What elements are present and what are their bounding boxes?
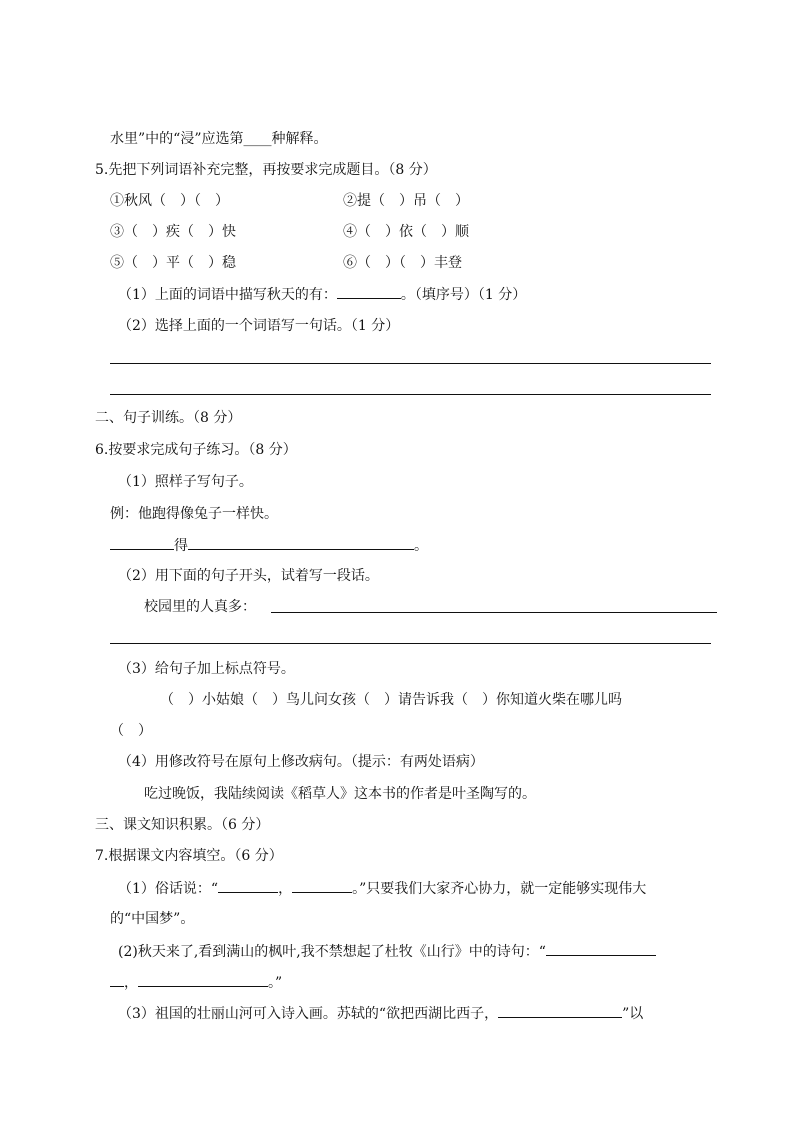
- question-6-2: （2）用下面的句子开头，试着写一段话。: [118, 568, 379, 584]
- question-7-3: [118, 1003, 643, 1024]
- answer-blank[interactable]: [138, 972, 268, 987]
- question-7-3-rest: ”以: [622, 1006, 644, 1022]
- answer-line[interactable]: [110, 394, 711, 395]
- question-6-3: （3）给句子加上标点符号。: [118, 661, 295, 677]
- question-5-1-prompt: （1）上面的词语中描写秋天的有：: [118, 287, 337, 303]
- question-7-2-prompt: (2)秋天来了,看到满山的枫叶,我不禁想起了杜牧《山行》中的诗句：“: [118, 944, 546, 960]
- question-5-2: （2）选择上面的一个词语写一句话。（1 分）: [118, 318, 400, 334]
- question-7-3-prompt: （3）祖国的壮丽山河可入诗入画。苏轼的“欲把西湖比西子，: [118, 1006, 499, 1022]
- word-item-1: ①秋风（ ）（ ）: [110, 193, 229, 209]
- question-7-1-prompt: （1）俗话说：“: [118, 881, 219, 897]
- question-6-1: （1）照样子写句子。: [118, 474, 253, 490]
- answer-blank[interactable]: [218, 878, 278, 893]
- question-7-2-line2: [110, 972, 282, 993]
- answer-line[interactable]: [271, 612, 717, 613]
- question-5-1: [118, 284, 526, 305]
- answer-blank[interactable]: [292, 878, 352, 893]
- question-7-1: [118, 878, 646, 899]
- comma-char: ，: [124, 975, 138, 991]
- answer-blank[interactable]: [337, 284, 401, 299]
- de-char: 得: [174, 538, 188, 554]
- word-item-5: ⑤（ ）平（ ）稳: [110, 255, 236, 271]
- question-6-title: 6.按要求完成句子练习。（8 分）: [95, 442, 297, 458]
- word-item-4: ④（ ）依（ ）顺: [343, 224, 469, 240]
- question-6-1-example: 例：他跑得像兔子一样快。: [110, 506, 278, 522]
- line-jin-meaning: 水里”中的“浸”应选第____种解释。: [110, 131, 328, 147]
- answer-blank[interactable]: [546, 941, 656, 956]
- quote-end: 。”: [268, 975, 283, 991]
- word-item-2: ②提（ ）吊（ ）: [343, 193, 469, 209]
- section-2-title: 二、句子训练。（8 分）: [95, 410, 242, 426]
- comma-char: ，: [278, 881, 293, 897]
- word-item-3: ③（ ）疾（ ）快: [110, 224, 236, 240]
- question-6-3-last-bracket: （ ）: [110, 723, 152, 739]
- question-7-1-rest: 。”只要我们大家齐心协力，就一定能够实现伟大: [352, 881, 647, 897]
- answer-blank[interactable]: [110, 535, 174, 550]
- answer-blank[interactable]: [498, 1003, 622, 1018]
- question-6-1-answer: [110, 535, 428, 556]
- question-7-title: 7.根据课文内容填空。（6 分）: [95, 848, 283, 864]
- question-6-2-start: 校园里的人真多：: [144, 599, 256, 615]
- question-6-4-sentence: 吃过晚饭，我陆续阅读《稻草人》这本书的作者是叶圣陶写的。: [144, 786, 536, 802]
- question-5-title: 5.先把下列词语补充完整，再按要求完成题目。（8 分）: [95, 162, 437, 178]
- period-char: 。: [414, 538, 428, 554]
- answer-blank[interactable]: [188, 535, 414, 550]
- answer-line[interactable]: [110, 643, 711, 644]
- question-6-3-sentence: （ ）小姑娘（ ）鸟儿问女孩（ ）请告诉我（ ）你知道火柴在哪儿吗: [160, 692, 622, 708]
- question-7-2: [118, 941, 656, 962]
- section-3-title: 三、课文知识积累。（6 分）: [95, 817, 270, 833]
- answer-line[interactable]: [110, 363, 711, 364]
- question-5-1-note: 。（填序号）（1 分）: [400, 287, 527, 303]
- word-item-6: ⑥（ ）（ ）丰登: [343, 255, 462, 271]
- question-7-1-line2: 的“中国梦”。: [110, 911, 195, 927]
- answer-blank[interactable]: [110, 972, 124, 987]
- question-6-4: （4）用修改符号在原句上修改病句。（提示：有两处语病）: [118, 754, 484, 770]
